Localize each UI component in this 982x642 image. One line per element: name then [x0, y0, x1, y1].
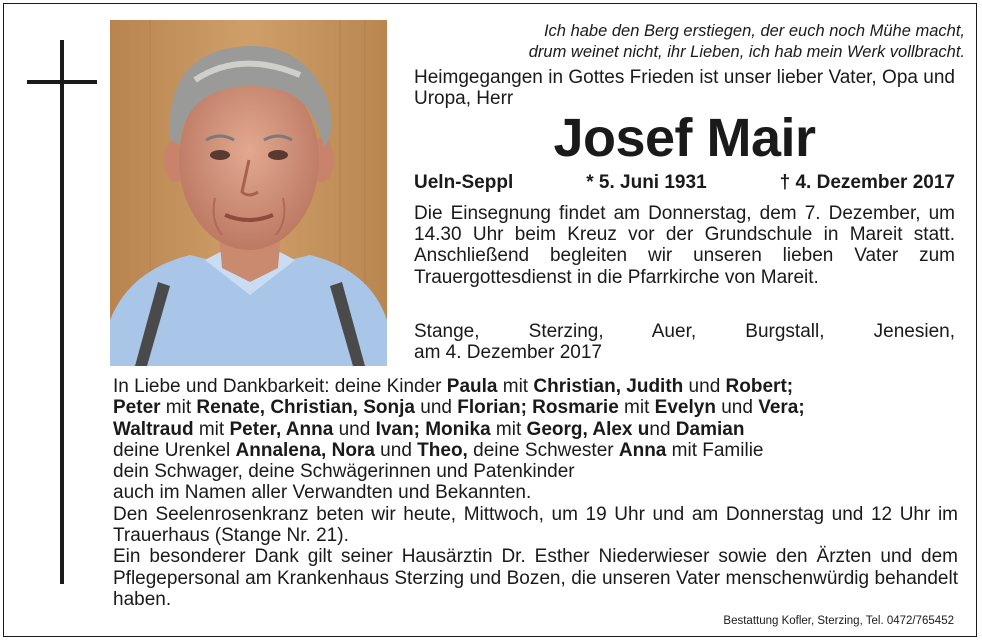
name-bold: Florian; Rosmarie [457, 397, 619, 419]
name-bold: Vera; [758, 397, 805, 419]
places-and-date [414, 321, 955, 363]
thanks-notice: Ein besonderer Dank gilt seiner Hausärztin Dr. Esther Niederwieser sowie den Ärzten und dem Pflegepersonal am Krankenhaus Sterzing und Bozen, die unseren Vater menschenwürdig behandelt haben. [113, 546, 958, 610]
name-bold: Annalena, Nora [235, 439, 375, 461]
mourners-line-6: auch im Namen aller Verwandten und Bekannten. [113, 482, 532, 504]
mourners-line-3 [113, 419, 958, 440]
text: und [414, 397, 458, 419]
life-dates [414, 172, 955, 194]
mourners-line-2 [113, 397, 958, 418]
name-bold: Renate, Christian, Sonja [196, 397, 415, 419]
name-bold: Anna [618, 439, 667, 461]
text: In Liebe und Dankbarkeit: deine Kinder [113, 376, 447, 397]
name-bold: Paula [446, 376, 498, 397]
mourners-line-1 [113, 376, 958, 397]
text: und [374, 439, 418, 461]
mourners-section [113, 376, 958, 610]
mourners-line-5: dein Schwager, deine Schwägerinnen und Patenkinder [113, 461, 575, 483]
death-date: † 4. Dezember 2017 [779, 172, 955, 193]
places-line: Stange, Sterzing, Auer, Burgstall, Jenesien, [414, 321, 955, 342]
text: und [715, 397, 759, 419]
portrait-photo [110, 20, 387, 366]
announcement-date: am 4. Dezember 2017 [414, 342, 602, 363]
name-bold: Peter, Anna [229, 418, 334, 440]
text: mit Familie [666, 439, 764, 461]
text: deine Urenkel [113, 439, 236, 461]
deceased-name: Josef Mair [553, 108, 816, 168]
cross-horizontal-bar [27, 80, 97, 84]
text: und [683, 376, 726, 397]
text: deine Schwester [467, 439, 619, 461]
text: nd [649, 418, 676, 440]
portrait-illustration [110, 20, 387, 366]
name-bold: Damian [675, 418, 745, 440]
name-bold: Waltraud [113, 418, 194, 440]
rosary-notice: Den Seelenrosenkranz beten wir heute, Mittwoch, um 19 Uhr und am Donnerstag und 12 Uhr im Trauerhaus (Stange Nr. 21). [113, 503, 958, 547]
name-bold: Robert; [725, 376, 794, 397]
name-bold: Evelyn [654, 397, 716, 419]
nickname: Ueln-Seppl [414, 172, 514, 193]
text: mit [490, 418, 527, 440]
funeral-announcement: Die Einsegnung findet am Donnerstag, dem 7. Dezember, um 14.30 Uhr beim Kreuz vor der Grundschule in Mareit statt. Anschließend begleiten wir unseren lieben Vater zum Trauergottesdienst in die Pfarrkirche von Mareit. [414, 203, 955, 288]
text: mit [193, 418, 230, 440]
name-bold: Georg, Alex u [526, 418, 650, 440]
name-bold: Ivan; Monika [375, 418, 491, 440]
text: und [333, 418, 376, 440]
name-bold: Theo, [417, 439, 468, 461]
birth-date: * 5. Juni 1931 [586, 172, 707, 193]
name-bold: Peter [113, 397, 161, 419]
intro-text: Heimgegangen in Gottes Frieden ist unser lieber Vater, Opa und Uropa, Herr [414, 67, 955, 109]
name-bold: Christian, Judith [533, 376, 684, 397]
epitaph-quote [410, 21, 965, 63]
text: mit [160, 397, 197, 419]
quote-line-2: drum weinet nicht, ihr Lieben, ich hab mein Werk vollbracht. [528, 43, 965, 61]
funeral-home-credit: Bestattung Kofler, Sterzing, Tel. 0472/765452 [723, 615, 954, 627]
text: mit [618, 397, 655, 419]
mourners-line-4 [113, 440, 958, 461]
mourners-list [113, 376, 958, 504]
text: mit [497, 376, 534, 397]
quote-line-1: Ich habe den Berg erstiegen, der euch noch Mühe macht, [543, 22, 965, 40]
cross-vertical-bar [60, 40, 64, 584]
